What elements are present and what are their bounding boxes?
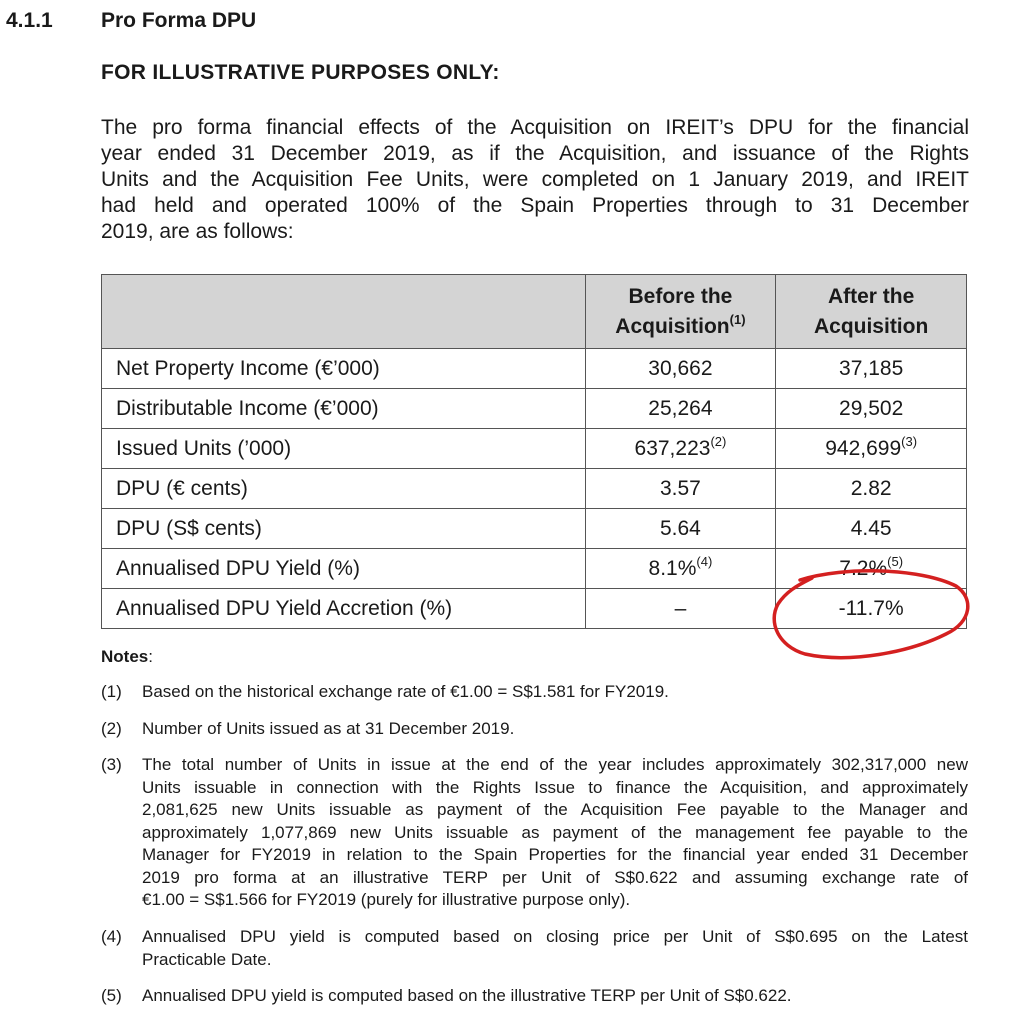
after-value: 7.2%$^{(5)}$ xyxy=(776,549,967,589)
after-value: 4.45 xyxy=(776,509,967,549)
table-row xyxy=(102,509,967,549)
after-value: 2.82 xyxy=(776,469,967,509)
header-after: After the Acquisition xyxy=(776,275,967,349)
before-value: 5.64 xyxy=(585,509,776,549)
table-row xyxy=(102,469,967,509)
section-title: Pro Forma DPU xyxy=(101,9,257,32)
row-label: Annualised DPU Yield Accretion (%) xyxy=(102,589,586,629)
paragraph-line: had held and operated 100% of the Spain Properties through to 31 December xyxy=(101,194,969,217)
note-number: (4) xyxy=(101,927,122,946)
after-value: 942,699$^{(3)}$ xyxy=(776,429,967,469)
header-blank xyxy=(102,275,586,349)
table-row xyxy=(102,429,967,469)
table-row xyxy=(102,389,967,429)
before-value: 637,223$^{(2)}$ xyxy=(585,429,776,469)
row-label: Issued Units (’000) xyxy=(102,429,586,469)
note-number: (3) xyxy=(101,755,122,774)
intro-paragraph xyxy=(101,115,969,245)
section-number: 4.1.1 xyxy=(6,9,53,32)
after-value: 29,502 xyxy=(776,389,967,429)
note-text: Annualised DPU yield is computed based on closing price per Unit of S$0.695 on the Latest Practicable Date. xyxy=(142,927,968,969)
before-value: – xyxy=(585,589,776,629)
before-value: 8.1%$^{(4)}$ xyxy=(585,549,776,589)
row-label: DPU (€ cents) xyxy=(102,469,586,509)
row-label: Distributable Income (€’000) xyxy=(102,389,586,429)
after-value: 37,185 xyxy=(776,349,967,389)
notes-heading: Notes: xyxy=(101,647,153,666)
table-header-row xyxy=(102,275,967,349)
after-value-highlighted: -11.7% xyxy=(776,589,967,629)
before-value: 25,264 xyxy=(585,389,776,429)
paragraph-line: year ended 31 December 2019, as if the Acquisition, and issuance of the Rights xyxy=(101,142,969,165)
note-text: The total number of Units in issue at the end of the year includes approximately 302,317,000 new Units issuable in connection with the Rights Issue to finance the Acquisition, and approximately 2,081,625 new Units issuable as payment of the Acquisition Fee payable to the Manager and approximately 1,077,869 new Units issuable as payment of the management fee payable to the Manager for FY2019 in relation to the Spain Properties for the financial year ended 31 December 2019 pro forma at an illustrative TERP per Unit of S$0.622 and assuming exchange rate of €1.00 = S$1.566 for FY2019 (purely for illustrative purpose only). xyxy=(142,755,968,909)
row-label: DPU (S$ cents) xyxy=(102,509,586,549)
note-text: Based on the historical exchange rate of €1.00 = S$1.581 for FY2019. xyxy=(142,682,669,701)
red-circle-annotation xyxy=(760,560,980,670)
paragraph-line: The pro forma financial effects of the Acquisition on IREIT’s DPU for the financial xyxy=(101,116,969,139)
row-label: Annualised DPU Yield (%) xyxy=(102,549,586,589)
before-value: 3.57 xyxy=(585,469,776,509)
note-number: (5) xyxy=(101,986,122,1005)
header-before: Before the Acquisition$^{(1)}$ xyxy=(585,275,776,349)
before-value: 30,662 xyxy=(585,349,776,389)
paragraph-line: Units and the Acquisition Fee Units, were completed on 1 January 2019, and IREIT xyxy=(101,168,969,191)
note-number: (2) xyxy=(101,719,122,738)
table-row xyxy=(102,349,967,389)
paragraph-line: 2019, are as follows: xyxy=(101,220,294,243)
row-label: Net Property Income (€’000) xyxy=(102,349,586,389)
note-text: Number of Units issued as at 31 December 2019. xyxy=(142,719,515,738)
note-text: Annualised DPU yield is computed based on the illustrative TERP per Unit of S$0.622. xyxy=(142,986,792,1005)
note-number: (1) xyxy=(101,682,122,701)
subheading: FOR ILLUSTRATIVE PURPOSES ONLY: xyxy=(101,61,500,84)
